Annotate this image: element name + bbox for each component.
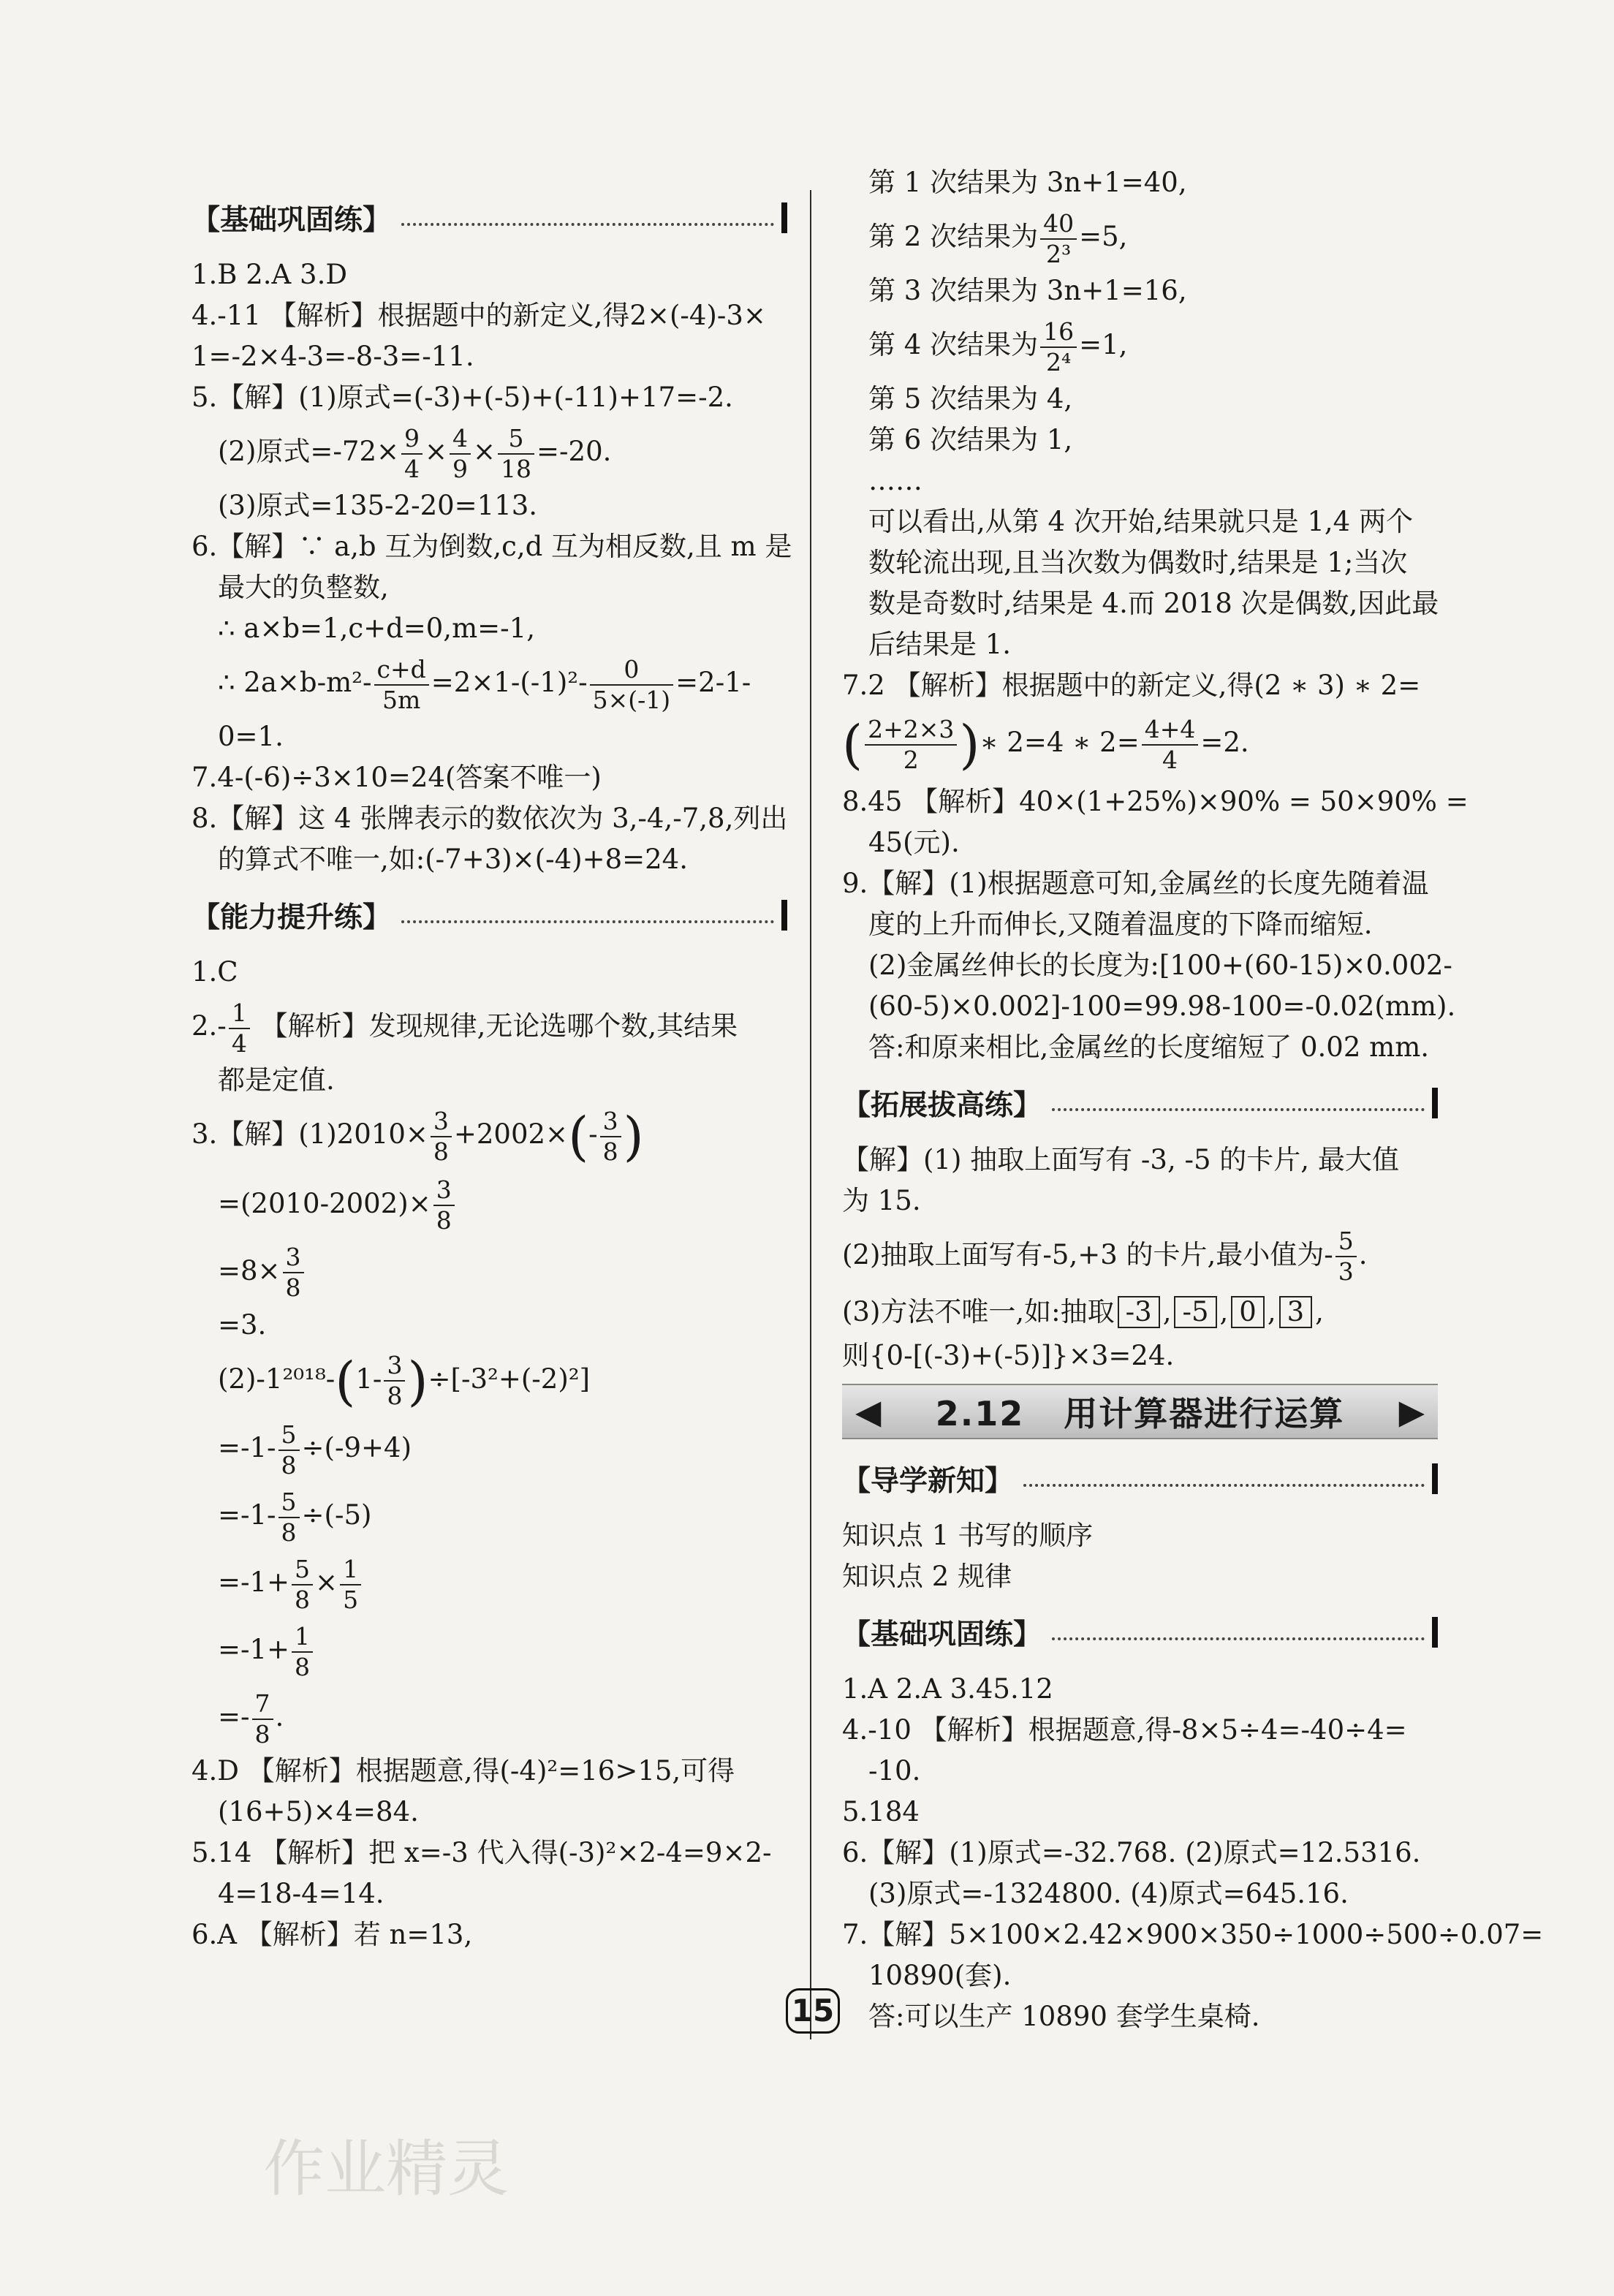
right-column — [842, 162, 1544, 2037]
denominator: 2³ — [1045, 239, 1072, 268]
fraction — [374, 655, 429, 715]
answer-line — [192, 1683, 787, 1751]
section-end-bar — [1432, 1463, 1438, 1494]
answer-line: (2)原式=-72× $\frac{9}{4}$ × $\frac{4}{9}$ × $\frac{5}{18}$ =-20. — [218, 423, 612, 483]
dotted-leader — [1052, 1624, 1425, 1640]
numerator: 4 — [450, 424, 471, 455]
answer-line — [842, 706, 1438, 781]
denominator: 8 — [281, 1518, 297, 1547]
dotted-leader — [401, 907, 774, 923]
text: . — [1358, 1238, 1368, 1270]
text: (2)-1²⁰¹⁸- — [218, 1363, 336, 1395]
text: ÷(-9+4) — [301, 1432, 412, 1463]
numerator: 4+4 — [1142, 715, 1199, 746]
answer-line: 5.14 【解析】把 x=-3 代入得(-3)²×2-4=9×2- — [192, 1837, 772, 1868]
numerator: 40 — [1040, 209, 1077, 240]
fraction — [450, 424, 471, 484]
answer-line: (60-5)×0.002]-100=99.98-100=-0.02(mm). — [868, 990, 1456, 1022]
denominator: 9 — [452, 454, 469, 483]
text: =1, — [1079, 329, 1128, 360]
denominator: 8 — [295, 1652, 311, 1681]
answer-line: 答:和原来相比,金属丝的长度缩短了 0.02 mm. — [868, 1031, 1430, 1063]
answer-line: 7.2 【解析】根据题中的新定义,得(2 ∗ 3) ∗ 2= — [842, 670, 1421, 701]
section-title: 【基础巩固练】 — [842, 1618, 1042, 1651]
fraction — [498, 424, 534, 484]
answer-line: (3)原式=135-2-20=113. — [218, 490, 538, 521]
text: =2. — [1200, 727, 1249, 758]
denominator: 8 — [387, 1382, 403, 1410]
fraction — [279, 1420, 300, 1480]
separator: , — [1267, 1295, 1276, 1327]
answer-line — [192, 1616, 787, 1683]
numerator: 5 — [279, 1488, 300, 1518]
answer-line — [192, 993, 787, 1060]
answer-line: (3)原式=-1324800. (4)原式=645.16. — [868, 1877, 1349, 1909]
card-box: -5 — [1174, 1296, 1216, 1328]
answer-line: 4.-10 【解析】根据题意,得-8×5÷4=-40÷4= — [842, 1713, 1407, 1746]
text: =-1- — [218, 1499, 276, 1531]
answer-line: -10. — [868, 1754, 921, 1787]
denominator: 8 — [436, 1206, 452, 1235]
denominator: 8 — [433, 1137, 449, 1166]
answer-line — [842, 203, 1438, 270]
banner-right-arrow-icon: ▶ — [1398, 1391, 1425, 1431]
numerator: 3 — [433, 1175, 455, 1206]
fraction — [279, 1488, 300, 1547]
section-end-bar — [781, 202, 787, 233]
fraction — [252, 1689, 273, 1749]
fraction — [229, 999, 250, 1058]
separator: , — [1162, 1295, 1172, 1327]
answer-line: 第 6 次结果为 1, — [868, 424, 1073, 455]
answer-line — [192, 1101, 787, 1170]
fraction — [590, 655, 674, 715]
card-box: -3 — [1118, 1296, 1160, 1328]
text: 2.- — [192, 1010, 227, 1042]
text: =-1+ — [218, 1566, 290, 1598]
text: 1- — [355, 1363, 382, 1395]
text: (3)方法不唯一,如:抽取 — [842, 1295, 1115, 1327]
answer-line: 答:可以生产 10890 套学生桌椅. — [868, 2000, 1260, 2032]
answer-line: 7.4-(-6)÷3×10=24(答案不唯一) — [192, 762, 602, 793]
denominator: 4 — [231, 1028, 247, 1058]
text: ∴ 2a×b-m²- — [218, 667, 372, 698]
numerator: 9 — [401, 424, 423, 455]
denominator: 4 — [404, 454, 420, 483]
text: ∗ 2=4 ∗ 2= — [980, 727, 1140, 758]
answer-line: 7.【解】5×100×2.42×900×350÷1000÷500÷0.07= — [842, 1918, 1544, 1950]
fraction — [292, 1555, 313, 1615]
answer-line: 4.D 【解析】根据题意,得(-4)²=16>15,可得 — [192, 1755, 735, 1787]
numerator: c+d — [374, 655, 429, 686]
text: × — [315, 1566, 338, 1598]
answer-line: 1.C — [192, 956, 238, 988]
fraction — [865, 715, 957, 775]
fraction — [401, 424, 423, 484]
section-title: 【拓展拔高练】 — [842, 1088, 1042, 1122]
denominator: 5m — [382, 685, 421, 714]
text: =8× — [218, 1254, 281, 1287]
answer-line: 5.184 — [842, 1795, 920, 1827]
text: - — [588, 1118, 598, 1150]
numerator: 3 — [600, 1107, 621, 1137]
answer-line — [842, 311, 1438, 379]
section-end-bar — [1432, 1617, 1438, 1648]
numerator: 5 — [498, 424, 534, 455]
answer-line: …… — [868, 465, 922, 496]
answer-line: 6.A 【解析】若 n=13, — [192, 1919, 473, 1950]
numerator: 3 — [431, 1107, 452, 1137]
answer-line: =3. — [218, 1308, 267, 1341]
text: (2)原式=-72× — [218, 436, 399, 467]
fraction — [340, 1555, 361, 1615]
denominator: 8 — [295, 1585, 311, 1614]
text: =5, — [1079, 221, 1128, 252]
banner-left-arrow-icon: ◀ — [855, 1391, 882, 1431]
text: =2-1- — [675, 667, 751, 698]
dotted-leader — [401, 210, 774, 226]
page-number: 15 — [786, 1988, 840, 2034]
answer-line: 6.【解】(1)原式=-32.768. (2)原式=12.5316. — [842, 1836, 1421, 1868]
answer-line: 1.B 2.A 3.D — [192, 259, 348, 290]
banner-title — [881, 1387, 1398, 1436]
text: =-1+ — [218, 1634, 290, 1665]
text: (2)抽取上面写有-5,+3 的卡片,最小值为- — [842, 1238, 1333, 1270]
numerator: 3 — [283, 1243, 304, 1273]
answer-line: 知识点 2 规律 — [842, 1560, 1012, 1592]
text: 【解析】发现规律,无论选哪个数,其结果 — [260, 1010, 738, 1042]
answer-line: 10890(套). — [868, 1959, 1012, 1991]
numerator: 2+2×3 — [865, 715, 957, 746]
answer-line: 可以看出,从第 4 次开始,结果就只是 1,4 两个 — [868, 506, 1413, 537]
fraction — [283, 1243, 304, 1303]
text: 第 2 次结果为 — [868, 221, 1039, 252]
numerator: 1 — [340, 1555, 361, 1585]
answer-line — [842, 1289, 1438, 1335]
left-column — [192, 183, 792, 1955]
dotted-leader — [1023, 1471, 1425, 1487]
banner-text: 用计算器进行运算 — [1064, 1393, 1345, 1433]
text: =-1- — [218, 1432, 276, 1463]
answer-line: 第 5 次结果为 4, — [868, 383, 1073, 414]
section-title: 【能力提升练】 — [192, 901, 392, 934]
numerator: 1 — [292, 1622, 313, 1653]
dotted-leader — [1052, 1095, 1425, 1111]
denominator: 5×(-1) — [592, 685, 671, 714]
fraction — [1040, 209, 1077, 269]
numerator: 0 — [590, 655, 674, 686]
text: =-20. — [537, 436, 612, 467]
answer-line: ∴ a×b=1,c+d=0,m=-1, — [218, 613, 535, 644]
section-header-extension — [842, 1074, 1438, 1132]
section-title: 【导学新知】 — [842, 1464, 1014, 1498]
section-header-basic-2 — [842, 1603, 1438, 1662]
text: =- — [218, 1701, 250, 1732]
fraction — [431, 1107, 452, 1167]
answer-line: (16+5)×4=84. — [218, 1796, 419, 1827]
denominator: 8 — [254, 1719, 270, 1748]
answer-line — [192, 1414, 787, 1482]
answer-line: 为 15. — [842, 1184, 921, 1216]
section-end-bar — [1432, 1088, 1438, 1118]
answer-line: 都是定值. — [218, 1064, 335, 1096]
fraction — [1142, 715, 1199, 775]
chapter-banner — [842, 1384, 1438, 1439]
answer-line — [192, 649, 787, 716]
section-header-basic — [192, 189, 787, 247]
separator: , — [1315, 1295, 1324, 1327]
section-end-bar — [781, 900, 787, 931]
answer-line: 【解】(1) 抽取上面写有 -3, -5 的卡片, 最大值 — [842, 1143, 1399, 1175]
denominator: 8 — [602, 1137, 618, 1166]
answer-line: 8.45 【解析】40×(1+25%)×90% = 50×90% = — [842, 785, 1469, 817]
fraction — [1335, 1227, 1357, 1287]
answer-line: 后结果是 1. — [868, 629, 1012, 660]
fraction — [433, 1175, 455, 1235]
answer-line: 6.【解】∵ a,b 互为倒数,c,d 互为相反数,且 m 是 — [192, 531, 792, 562]
answer-line: 则{0-[(-3)+(-5)]}×3=24. — [842, 1339, 1175, 1371]
answer-line — [192, 1482, 787, 1549]
text: 第 4 次结果为 — [868, 329, 1039, 360]
answer-line — [192, 1549, 787, 1616]
answer-line — [192, 1170, 787, 1238]
answer-line: 9.【解】(1)根据题意可知,金属丝的长度先随着温 — [842, 867, 1429, 899]
text: 3.【解】(1)2010× — [192, 1118, 428, 1150]
denominator: 5 — [343, 1585, 359, 1614]
text: =2×1-(-1)²- — [431, 667, 588, 698]
left-paren: ( — [335, 1350, 356, 1412]
text: ÷[-3²+(-2)²] — [428, 1363, 591, 1395]
answer-line: 5.【解】(1)原式=(-3)+(-5)+(-11)+17=-2. — [192, 382, 733, 413]
answer-line: 知识点 1 书写的顺序 — [842, 1519, 1094, 1551]
right-paren: ) — [623, 1105, 644, 1167]
answer-line: 数轮流出现,且当次数为偶数时,结果是 1;当次 — [868, 547, 1408, 578]
numerator: 5 — [1335, 1227, 1357, 1257]
answer-line: 第 1 次结果为 3n+1=40, — [868, 167, 1187, 198]
denominator: 3 — [1338, 1257, 1354, 1286]
fraction — [384, 1351, 405, 1411]
denominator: 2 — [903, 745, 919, 774]
answer-line: 第 3 次结果为 3n+1=16, — [868, 275, 1187, 306]
fraction — [600, 1107, 621, 1167]
numerator: 5 — [292, 1555, 313, 1585]
answer-line: 最大的负整数, — [218, 572, 389, 603]
text: ÷(-5) — [301, 1499, 372, 1531]
card-box: 0 — [1231, 1296, 1265, 1328]
numerator: 16 — [1040, 317, 1077, 348]
fraction — [1040, 317, 1077, 377]
answer-line: 度的上升而伸长,又随着温度的下降而缩短. — [868, 908, 1373, 940]
left-paren: ( — [568, 1105, 589, 1167]
text: =(2010-2002)× — [218, 1187, 431, 1219]
answer-line: 45(元). — [868, 826, 960, 858]
denominator: 8 — [281, 1450, 297, 1479]
section-title: 【基础巩固练】 — [192, 204, 392, 237]
denominator: 18 — [501, 454, 532, 483]
fraction — [292, 1622, 313, 1682]
answer-line: 的算式不唯一,如:(-7+3)×(-4)+8=24. — [218, 844, 688, 875]
answer-line: 8.【解】这 4 张牌表示的数依次为 3,-4,-7,8,列出 — [192, 803, 788, 834]
answer-line: 数是奇数时,结果是 4.而 2018 次是偶数,因此最 — [868, 588, 1439, 619]
text: +2002× — [453, 1118, 569, 1150]
denominator: 4 — [1162, 745, 1178, 774]
right-paren: ) — [407, 1350, 428, 1412]
numerator: 5 — [279, 1420, 300, 1451]
answer-line: 4=18-4=14. — [218, 1878, 384, 1909]
separator: , — [1219, 1295, 1229, 1327]
card-box: 3 — [1279, 1296, 1313, 1328]
answer-line — [842, 1221, 1438, 1289]
answer-line — [192, 1346, 787, 1415]
section-header-ability — [192, 886, 787, 944]
numerator: 1 — [229, 999, 250, 1029]
answer-line: (2)金属丝伸长的长度为:[100+(60-15)×0.002- — [868, 949, 1452, 981]
numerator: 3 — [384, 1351, 405, 1382]
denominator: 2⁴ — [1045, 347, 1072, 376]
denominator: 8 — [285, 1273, 301, 1302]
section-header-guide — [842, 1450, 1438, 1508]
left-paren: ( — [842, 713, 863, 776]
answer-line: 1.A 2.A 3.45.12 — [842, 1672, 1053, 1705]
answer-line — [192, 1238, 787, 1305]
column-divider — [810, 190, 811, 2039]
watermark: 作业精灵 — [263, 2133, 509, 2205]
answer-line: 0=1. — [218, 721, 284, 752]
answer-line: 1=-2×4-3=-8-3=-11. — [192, 341, 474, 372]
answer-line: 4.-11 【解析】根据题中的新定义,得2×(-4)-3× — [192, 300, 766, 331]
banner-number: 2.12 — [935, 1393, 1025, 1433]
text: . — [275, 1701, 284, 1732]
right-paren: ) — [959, 713, 980, 776]
numerator: 7 — [252, 1689, 273, 1720]
